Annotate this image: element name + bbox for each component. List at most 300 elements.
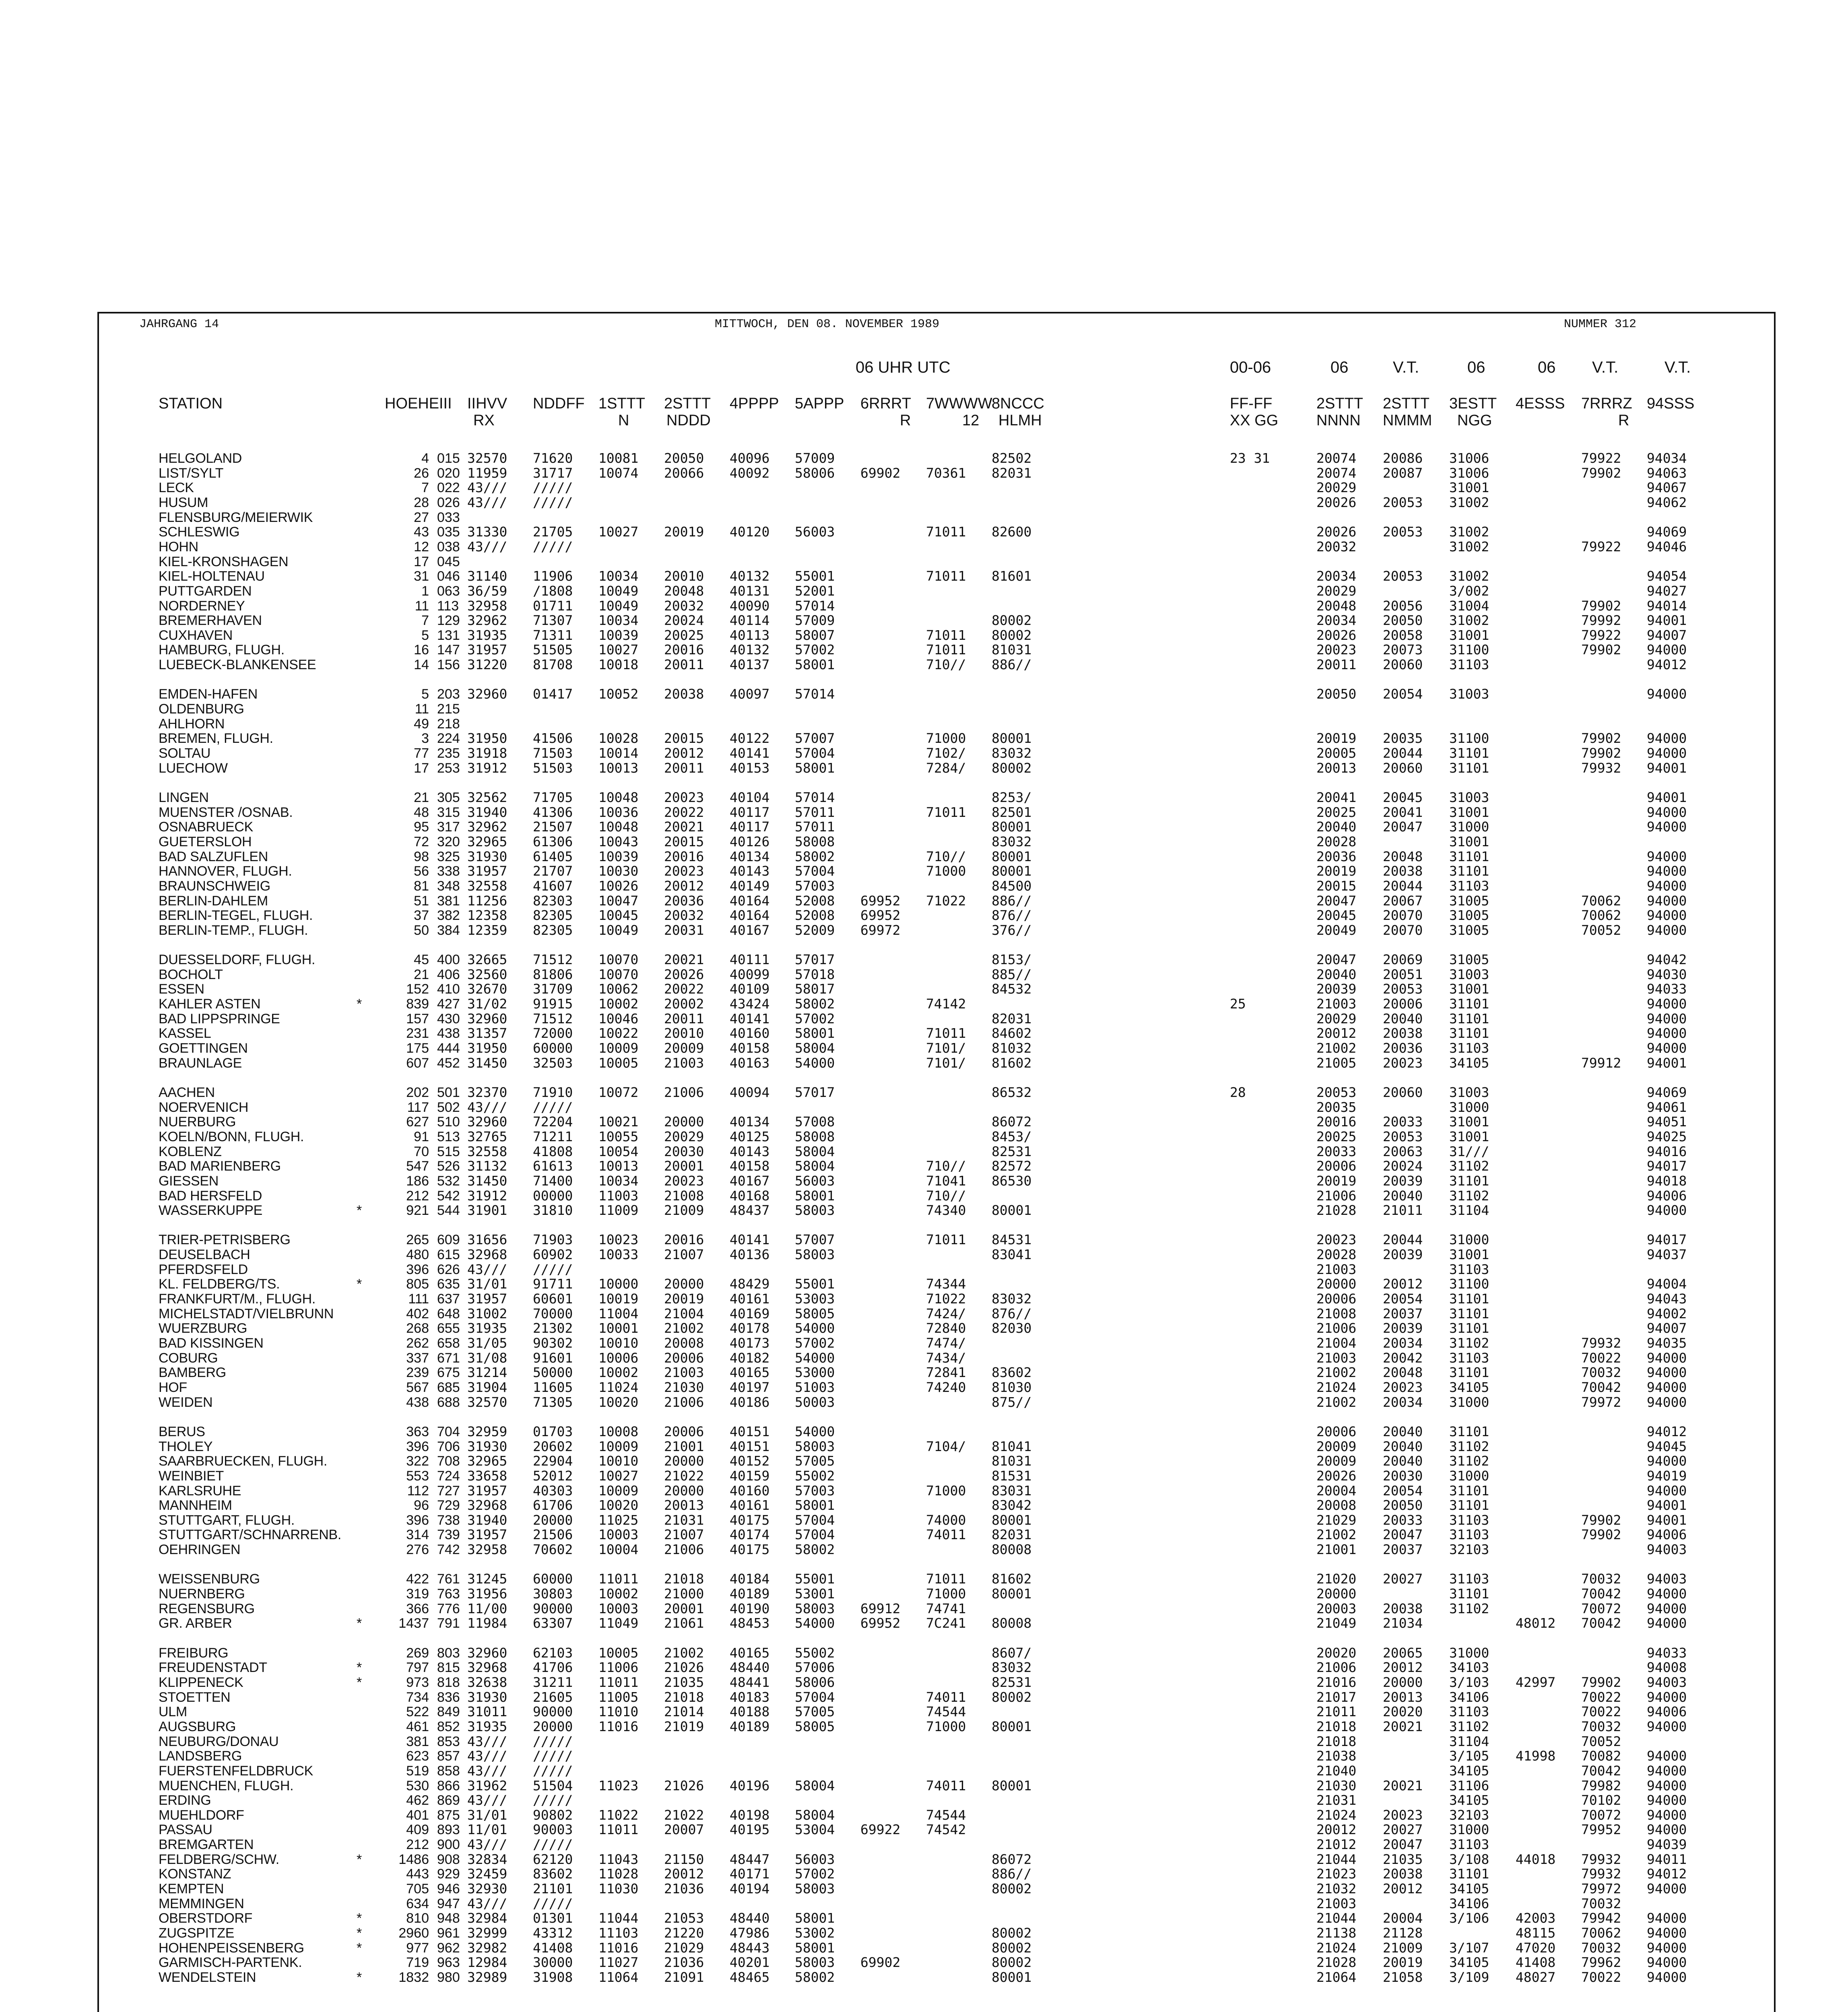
group-6: 58004 bbox=[795, 1040, 835, 1056]
station-id: 501 bbox=[437, 1084, 460, 1100]
group-94sss: 94001 bbox=[1647, 760, 1687, 776]
group-6: 58006 bbox=[795, 1674, 835, 1690]
group-6: 57005 bbox=[795, 1453, 835, 1469]
group-3: 10028 bbox=[598, 730, 639, 746]
station-name: BERUS bbox=[159, 1424, 205, 1439]
group-7rrrz: 70082 bbox=[1581, 1748, 1621, 1764]
group-2sttt-n: 21011 bbox=[1316, 1704, 1357, 1720]
group-2: 83602 bbox=[533, 1866, 573, 1882]
group-3estt: 31103 bbox=[1449, 1512, 1489, 1528]
group-4: 20009 bbox=[664, 1040, 704, 1056]
station-id: 724 bbox=[437, 1468, 460, 1484]
station-id: 438 bbox=[437, 1026, 460, 1041]
station-id: 400 bbox=[437, 952, 460, 968]
group-2: ///// bbox=[533, 1733, 573, 1749]
station-row bbox=[99, 1779, 1774, 1793]
station-height: 522 bbox=[406, 1704, 429, 1720]
station-height: 705 bbox=[406, 1881, 429, 1897]
group-2: 31709 bbox=[533, 981, 573, 997]
group-2sttt-m: 20044 bbox=[1383, 745, 1423, 761]
station-height: 1832 bbox=[398, 1969, 429, 1985]
station-row bbox=[99, 717, 1774, 732]
group-1: 32958 bbox=[467, 598, 507, 614]
group-2sttt-m: 20044 bbox=[1383, 1232, 1423, 1248]
group-1: 32558 bbox=[467, 1143, 507, 1159]
group-1: 43/// bbox=[467, 1748, 507, 1764]
station-height: 634 bbox=[406, 1896, 429, 1911]
station-height: 268 bbox=[406, 1321, 429, 1336]
group-2sttt-m: 20037 bbox=[1383, 1542, 1423, 1558]
group-2sttt-m: 20070 bbox=[1383, 907, 1423, 924]
group-4: 21014 bbox=[664, 1704, 704, 1720]
group-9: 80008 bbox=[992, 1615, 1032, 1631]
station-id: 803 bbox=[437, 1645, 460, 1661]
group-5: 40196 bbox=[730, 1777, 770, 1793]
group-1: 32984 bbox=[467, 1910, 507, 1926]
group-94sss: 94035 bbox=[1647, 1335, 1687, 1351]
group-6: 55001 bbox=[795, 568, 835, 584]
group-9: 80001 bbox=[992, 1512, 1032, 1528]
station-height: 734 bbox=[406, 1689, 429, 1705]
group-4: 20019 bbox=[664, 1291, 704, 1307]
station-row bbox=[99, 1837, 1774, 1852]
station-name: LECK bbox=[159, 480, 194, 496]
group-2: 30000 bbox=[533, 1954, 573, 1971]
group-2: 21101 bbox=[533, 1881, 573, 1897]
group-1: 32960 bbox=[467, 1010, 507, 1027]
group-3estt: 31101 bbox=[1449, 1291, 1489, 1307]
group-5: 40158 bbox=[730, 1158, 770, 1174]
group-94sss: 94000 bbox=[1647, 1350, 1687, 1366]
group-1: 32370 bbox=[467, 1084, 507, 1100]
group-2sttt-m: 20040 bbox=[1383, 1187, 1423, 1204]
station-row bbox=[99, 658, 1774, 672]
group-2sttt-m: 20034 bbox=[1383, 1394, 1423, 1410]
group-8: 710// bbox=[926, 1158, 966, 1174]
station-id: 026 bbox=[437, 495, 460, 510]
group-1: 11/01 bbox=[467, 1822, 507, 1838]
station-height: 462 bbox=[406, 1793, 429, 1808]
group-94sss: 94033 bbox=[1647, 1645, 1687, 1661]
group-7rrrz: 70072 bbox=[1581, 1807, 1621, 1823]
group-1: 31935 bbox=[467, 1320, 507, 1336]
group-4: 21003 bbox=[664, 1365, 704, 1381]
station-name: HOHENPEISSENBERG bbox=[159, 1940, 304, 1956]
group-2: 51505 bbox=[533, 642, 573, 658]
group-3estt: 31102 bbox=[1449, 1438, 1489, 1454]
station-name: TRIER-PETRISBERG bbox=[159, 1232, 291, 1248]
header-col-6: 6RRRT bbox=[860, 395, 911, 412]
group-6: 53004 bbox=[795, 1822, 835, 1838]
group-6: 58003 bbox=[795, 1438, 835, 1454]
station-name: DEUSELBACH bbox=[159, 1247, 250, 1263]
group-5: 40120 bbox=[730, 524, 770, 540]
group-2sttt-n: 20006 bbox=[1316, 1423, 1357, 1439]
group-2sttt-m: 20024 bbox=[1383, 1158, 1423, 1174]
group-3estt: 31103 bbox=[1449, 1261, 1489, 1277]
group-5: 40174 bbox=[730, 1527, 770, 1543]
station-id: 946 bbox=[437, 1881, 460, 1897]
station-height: 239 bbox=[406, 1365, 429, 1381]
group-3: 11003 bbox=[598, 1187, 639, 1204]
group-2: 70000 bbox=[533, 1305, 573, 1321]
station-height: 396 bbox=[406, 1262, 429, 1277]
station-row bbox=[99, 1365, 1774, 1380]
group-7rrrz: 70022 bbox=[1581, 1350, 1621, 1366]
group-3: 10033 bbox=[598, 1247, 639, 1263]
station-height: 363 bbox=[406, 1424, 429, 1439]
group-2: 41306 bbox=[533, 804, 573, 820]
group-9: 83602 bbox=[992, 1365, 1032, 1381]
station-row bbox=[99, 613, 1774, 628]
group-94sss: 94000 bbox=[1647, 1748, 1687, 1764]
group-2: 30803 bbox=[533, 1586, 573, 1602]
group-7rrrz: 79962 bbox=[1581, 1954, 1621, 1971]
header-rcol-sub-1: NNNN bbox=[1316, 412, 1361, 429]
group-2sttt-n: 20028 bbox=[1316, 1247, 1357, 1263]
station-row bbox=[99, 1660, 1774, 1675]
group-2sttt-n: 21064 bbox=[1316, 1969, 1357, 1985]
group-3: 10020 bbox=[598, 1497, 639, 1513]
group-1: 32968 bbox=[467, 1247, 507, 1263]
group-3: 10054 bbox=[598, 1143, 639, 1159]
group-2sttt-n: 20036 bbox=[1316, 848, 1357, 864]
group-3estt: 31101 bbox=[1449, 996, 1489, 1012]
mountain-marker: * bbox=[357, 1911, 362, 1926]
group-3estt: 3/109 bbox=[1449, 1969, 1489, 1985]
header-rcol-sub-5: R bbox=[1618, 412, 1629, 429]
station-id: 410 bbox=[437, 981, 460, 997]
group-4: 20012 bbox=[664, 745, 704, 761]
station-id: 381 bbox=[437, 893, 460, 909]
group-7rrrz: 79932 bbox=[1581, 760, 1621, 776]
mountain-marker: * bbox=[357, 1925, 362, 1941]
group-1: 31940 bbox=[467, 804, 507, 820]
group-1: 31957 bbox=[467, 1291, 507, 1307]
station-id: 544 bbox=[437, 1203, 460, 1218]
group-5: 40158 bbox=[730, 1040, 770, 1056]
group-2sttt-n: 21023 bbox=[1316, 1866, 1357, 1882]
group-4: 20010 bbox=[664, 568, 704, 584]
group-2sttt-n: 20006 bbox=[1316, 1291, 1357, 1307]
station-name: KIEL-KRONSHAGEN bbox=[159, 554, 289, 569]
group-5: 40151 bbox=[730, 1438, 770, 1454]
group-2: 60902 bbox=[533, 1247, 573, 1263]
group-4: 20024 bbox=[664, 612, 704, 629]
group-5: 40143 bbox=[730, 1143, 770, 1159]
header-col-0: IIHVV bbox=[467, 395, 507, 412]
station-height: 28 bbox=[414, 495, 429, 510]
group-3: 10049 bbox=[598, 922, 639, 938]
group-2sttt-n: 21044 bbox=[1316, 1910, 1357, 1926]
header-rcol-4: 4ESSS bbox=[1516, 395, 1565, 412]
group-2: 71705 bbox=[533, 789, 573, 805]
header-rgroup-3: 06 bbox=[1467, 359, 1485, 376]
station-row bbox=[99, 1130, 1774, 1144]
group-3estt: 31001 bbox=[1449, 1114, 1489, 1130]
station-row bbox=[99, 1203, 1774, 1218]
group-2sttt-m: 20048 bbox=[1383, 848, 1423, 864]
station-name: AUGSBURG bbox=[159, 1719, 236, 1734]
station-name: FLENSBURG/MEIERWIK bbox=[159, 509, 313, 525]
group-4: 20015 bbox=[664, 730, 704, 746]
station-row bbox=[99, 1351, 1774, 1366]
group-3: 11043 bbox=[598, 1851, 639, 1867]
group-9: 81602 bbox=[992, 1055, 1032, 1071]
group-94sss: 94061 bbox=[1647, 1099, 1687, 1115]
group-6: 57009 bbox=[795, 450, 835, 466]
group-4: 20001 bbox=[664, 1158, 704, 1174]
group-2sttt-m: 20034 bbox=[1383, 1335, 1423, 1351]
station-id: 338 bbox=[437, 864, 460, 879]
group-7rrrz: 70042 bbox=[1581, 1615, 1621, 1631]
group-4: 20011 bbox=[664, 657, 704, 673]
group-1: 32930 bbox=[467, 1881, 507, 1897]
station-id: 129 bbox=[437, 613, 460, 629]
group-94sss: 94012 bbox=[1647, 657, 1687, 673]
group-94sss: 94000 bbox=[1647, 907, 1687, 924]
group-2sttt-n: 20040 bbox=[1316, 966, 1357, 982]
group-3estt: 31102 bbox=[1449, 1453, 1489, 1469]
group-5: 40173 bbox=[730, 1335, 770, 1351]
group-2sttt-m: 20053 bbox=[1383, 1128, 1423, 1144]
station-id: 022 bbox=[437, 480, 460, 496]
group-2: 71400 bbox=[533, 1173, 573, 1189]
group-1: 31330 bbox=[467, 524, 507, 540]
group-4esss: 48012 bbox=[1516, 1615, 1556, 1631]
station-height: 98 bbox=[414, 849, 429, 864]
station-id: 727 bbox=[437, 1483, 460, 1499]
group-2sttt-m: 20019 bbox=[1383, 1954, 1423, 1971]
group-1: 31935 bbox=[467, 1718, 507, 1734]
station-name: NUERNBERG bbox=[159, 1586, 245, 1602]
group-3: 10004 bbox=[598, 1542, 639, 1558]
station-row bbox=[99, 1542, 1774, 1557]
group-3: 10070 bbox=[598, 966, 639, 982]
station-name: BAD LIPPSPRINGE bbox=[159, 1011, 280, 1027]
group-5: 40099 bbox=[730, 966, 770, 982]
station-name: KASSEL bbox=[159, 1026, 211, 1041]
group-4: 20050 bbox=[664, 450, 704, 466]
station-name: LANDSBERG bbox=[159, 1748, 242, 1764]
group-1: 31450 bbox=[467, 1055, 507, 1071]
group-2sttt-m: 20038 bbox=[1383, 1025, 1423, 1041]
group-7rrrz: 70062 bbox=[1581, 893, 1621, 909]
group-3estt: 31100 bbox=[1449, 642, 1489, 658]
group-4: 20016 bbox=[664, 1232, 704, 1248]
group-5: 40175 bbox=[730, 1512, 770, 1528]
group-2sttt-m: 20053 bbox=[1383, 568, 1423, 584]
station-name: MICHELSTADT/VIELBRUNN bbox=[159, 1306, 334, 1321]
group-5: 40141 bbox=[730, 1232, 770, 1248]
station-id: 384 bbox=[437, 922, 460, 938]
station-row bbox=[99, 451, 1774, 466]
station-id: 348 bbox=[437, 878, 460, 894]
group-4: 20011 bbox=[664, 760, 704, 776]
group-6: 54000 bbox=[795, 1055, 835, 1071]
group-2sttt-n: 21002 bbox=[1316, 1527, 1357, 1543]
group-9: 83032 bbox=[992, 833, 1032, 849]
group-5: 40171 bbox=[730, 1866, 770, 1882]
group-2: 21302 bbox=[533, 1320, 573, 1336]
group-9: 82031 bbox=[992, 465, 1032, 481]
station-id: 929 bbox=[437, 1866, 460, 1882]
group-3: 10043 bbox=[598, 833, 639, 849]
group-6: 57003 bbox=[795, 878, 835, 894]
group-94sss: 94001 bbox=[1647, 612, 1687, 629]
group-4: 21018 bbox=[664, 1689, 704, 1705]
group-3estt: 31002 bbox=[1449, 524, 1489, 540]
group-2: 61706 bbox=[533, 1497, 573, 1513]
group-7rrrz: 79932 bbox=[1581, 1866, 1621, 1882]
station-row bbox=[99, 1307, 1774, 1321]
station-row bbox=[99, 1439, 1774, 1454]
group-9: 81041 bbox=[992, 1438, 1032, 1454]
station-height: 7 bbox=[421, 613, 429, 629]
group-3estt: 31001 bbox=[1449, 1128, 1489, 1144]
group-94sss: 94037 bbox=[1647, 1247, 1687, 1263]
group-8: 71022 bbox=[926, 1291, 966, 1307]
group-9: 80001 bbox=[992, 848, 1032, 864]
station-height: 623 bbox=[406, 1748, 429, 1764]
group-2sttt-n: 21031 bbox=[1316, 1792, 1357, 1808]
group-9: 876// bbox=[992, 907, 1032, 924]
group-2sttt-m: 20060 bbox=[1383, 657, 1423, 673]
group-2sttt-m: 20065 bbox=[1383, 1645, 1423, 1661]
group-94sss: 94000 bbox=[1647, 686, 1687, 702]
group-2: 81708 bbox=[533, 657, 573, 673]
group-3: 10020 bbox=[598, 1394, 639, 1410]
station-name: WEIDEN bbox=[159, 1394, 213, 1410]
group-2sttt-m: 20040 bbox=[1383, 1010, 1423, 1027]
group-2sttt-n: 20033 bbox=[1316, 1143, 1357, 1159]
group-4: 20016 bbox=[664, 848, 704, 864]
group-9: 886// bbox=[992, 657, 1032, 673]
group-5: 40178 bbox=[730, 1320, 770, 1336]
group-94sss: 94000 bbox=[1647, 1777, 1687, 1793]
group-3estt: 31101 bbox=[1449, 760, 1489, 776]
group-7rrrz: 70062 bbox=[1581, 907, 1621, 924]
group-2sttt-m: 20042 bbox=[1383, 1350, 1423, 1366]
group-6: 57011 bbox=[795, 819, 835, 835]
group-7: 69912 bbox=[860, 1600, 901, 1616]
station-id: 038 bbox=[437, 539, 460, 555]
group-5: 40160 bbox=[730, 1025, 770, 1041]
group-4: 20007 bbox=[664, 1822, 704, 1838]
group-6: 58005 bbox=[795, 1305, 835, 1321]
group-3: 10081 bbox=[598, 450, 639, 466]
group-9: 80001 bbox=[992, 1969, 1032, 1985]
group-2sttt-n: 20045 bbox=[1316, 907, 1357, 924]
station-name: HOHN bbox=[159, 539, 198, 555]
group-3estt: 31100 bbox=[1449, 730, 1489, 746]
mountain-marker: * bbox=[357, 1276, 362, 1292]
group-1: 32962 bbox=[467, 612, 507, 629]
group-2sttt-n: 20016 bbox=[1316, 1114, 1357, 1130]
group-2: 01301 bbox=[533, 1910, 573, 1926]
station-height: 27 bbox=[414, 509, 429, 525]
group-2sttt-m: 20050 bbox=[1383, 1497, 1423, 1513]
station-row bbox=[99, 480, 1774, 495]
station-row bbox=[99, 1085, 1774, 1100]
group-3estt: 31/// bbox=[1449, 1143, 1489, 1159]
header-time-group: 06 UHR UTC bbox=[856, 359, 951, 376]
mountain-marker: * bbox=[357, 1940, 362, 1956]
group-4esss: 47020 bbox=[1516, 1940, 1556, 1956]
station-height: 21 bbox=[414, 790, 429, 805]
group-4: 20021 bbox=[664, 819, 704, 835]
group-2sttt-m: 20056 bbox=[1383, 598, 1423, 614]
group-3: 10021 bbox=[598, 1114, 639, 1130]
station-row bbox=[99, 540, 1774, 555]
group-4: 20032 bbox=[664, 907, 704, 924]
group-6: 57004 bbox=[795, 745, 835, 761]
group-4: 20019 bbox=[664, 524, 704, 540]
group-2sttt-m: 20060 bbox=[1383, 760, 1423, 776]
group-2: ///// bbox=[533, 538, 573, 555]
group-3: 10013 bbox=[598, 760, 639, 776]
station-id: 015 bbox=[437, 451, 460, 466]
group-2: 91711 bbox=[533, 1276, 573, 1292]
station-name: BRAUNSCHWEIG bbox=[159, 878, 270, 894]
group-3estt: 31000 bbox=[1449, 819, 1489, 835]
station-row bbox=[99, 1012, 1774, 1027]
station-id: 215 bbox=[437, 701, 460, 717]
group-1: 31/01 bbox=[467, 1807, 507, 1823]
group-2sttt-n: 20013 bbox=[1316, 760, 1357, 776]
group-3: 11005 bbox=[598, 1689, 639, 1705]
group-4: 21036 bbox=[664, 1954, 704, 1971]
masthead-number: NUMMER 312 bbox=[1564, 317, 1637, 331]
group-3estt: 34105 bbox=[1449, 1055, 1489, 1071]
station-id: 626 bbox=[437, 1262, 460, 1277]
group-2sttt-n: 21044 bbox=[1316, 1851, 1357, 1867]
group-5: 40092 bbox=[730, 465, 770, 481]
station-name: ZUGSPITZE bbox=[159, 1925, 235, 1941]
station-row bbox=[99, 1159, 1774, 1174]
station-row bbox=[99, 731, 1774, 746]
station-height: 438 bbox=[406, 1394, 429, 1410]
group-7rrrz: 79902 bbox=[1581, 1512, 1621, 1528]
group-8: 74544 bbox=[926, 1807, 966, 1823]
station-height: 31 bbox=[414, 569, 429, 584]
station-row bbox=[99, 1852, 1774, 1867]
group-3estt: 31005 bbox=[1449, 907, 1489, 924]
group-3: 10072 bbox=[598, 1084, 639, 1100]
station-row bbox=[99, 1115, 1774, 1130]
group-3: 11016 bbox=[598, 1718, 639, 1734]
station-id: 729 bbox=[437, 1498, 460, 1513]
header-rcol-6: 94SSS bbox=[1647, 395, 1695, 412]
group-5: 40131 bbox=[730, 583, 770, 599]
header-rcol-1: 2STTT bbox=[1316, 395, 1363, 412]
group-3: 10052 bbox=[598, 686, 639, 702]
station-name: ERDING bbox=[159, 1793, 211, 1808]
group-2sttt-m: 20067 bbox=[1383, 893, 1423, 909]
group-3estt: 31005 bbox=[1449, 893, 1489, 909]
group-8: 710// bbox=[926, 657, 966, 673]
group-5: 40167 bbox=[730, 922, 770, 938]
group-2sttt-n: 21002 bbox=[1316, 1365, 1357, 1381]
group-2sttt-n: 20074 bbox=[1316, 465, 1357, 481]
station-height: 212 bbox=[406, 1188, 429, 1204]
group-1: 12984 bbox=[467, 1954, 507, 1971]
group-3: 10002 bbox=[598, 1586, 639, 1602]
station-name: PFERDSFELD bbox=[159, 1262, 248, 1277]
group-9: 82531 bbox=[992, 1674, 1032, 1690]
group-2sttt-n: 20008 bbox=[1316, 1497, 1357, 1513]
group-3estt: 31002 bbox=[1449, 612, 1489, 629]
